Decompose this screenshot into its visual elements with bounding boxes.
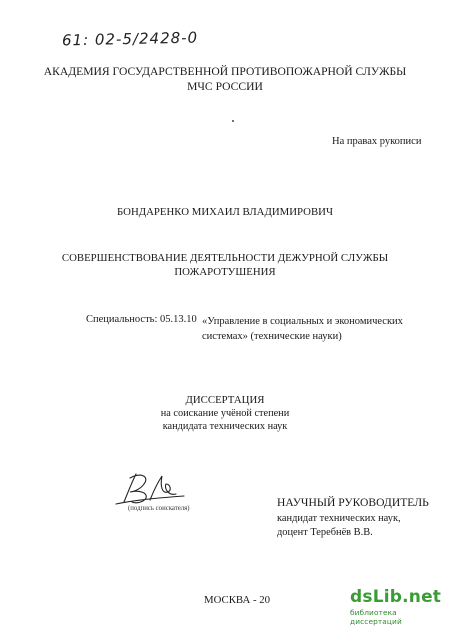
- title-line-2: ПОЖАРОТУШЕНИЯ: [174, 266, 276, 278]
- title-line-1: СОВЕРШЕНСТВОВАНИЕ ДЕЯТЕЛЬНОСТИ ДЕЖУРНОЙ СЛУЖБЫ: [61, 252, 389, 264]
- organization-line-2: МЧС РОССИИ: [187, 80, 263, 93]
- manuscript-rights-note: На правах рукописи: [332, 136, 422, 147]
- advisor-heading: НАУЧНЫЙ РУКОВОДИТЕЛЬ: [277, 496, 429, 509]
- advisor-name: доцент Теребнёв В.В.: [277, 527, 373, 538]
- handwritten-signature: [110, 470, 190, 510]
- dissertation-heading: ДИССЕРТАЦИЯ: [185, 394, 265, 406]
- degree-line-1: на соискание учёной степени: [160, 408, 290, 419]
- specialty-line-1: «Управление в социальных и экономических: [202, 316, 403, 327]
- specialty-description: [202, 314, 418, 344]
- dissertation-block: [0, 393, 450, 433]
- watermark-subtitle: библиотека диссертаций: [350, 608, 402, 626]
- handwritten-catalog-code: 61: 02-5/2428-0: [61, 28, 199, 50]
- signature-caption: (подпись соискателя): [128, 505, 190, 512]
- speck-dot: [232, 120, 234, 122]
- watermark: [350, 587, 450, 626]
- degree-line-2: кандидата технических наук: [162, 421, 288, 432]
- advisor-degree: кандидат технических наук,: [277, 513, 401, 524]
- organization-line-1: АКАДЕМИЯ ГОСУДАРСТВЕННОЙ ПРОТИВОПОЖАРНОЙ СЛУЖБЫ: [43, 65, 407, 78]
- dissertation-title: [0, 251, 450, 279]
- city-year: МОСКВА - 20: [204, 594, 271, 606]
- organization-heading: [0, 64, 450, 94]
- watermark-brand: dsLib.net: [350, 587, 442, 607]
- specialty-line-2: системах» (технические науки): [202, 331, 342, 342]
- author-name: БОНДАРЕНКО МИХАИЛ ВЛАДИМИРОВИЧ: [117, 206, 333, 218]
- specialty-label: Специальность: 05.13.10: [86, 314, 197, 325]
